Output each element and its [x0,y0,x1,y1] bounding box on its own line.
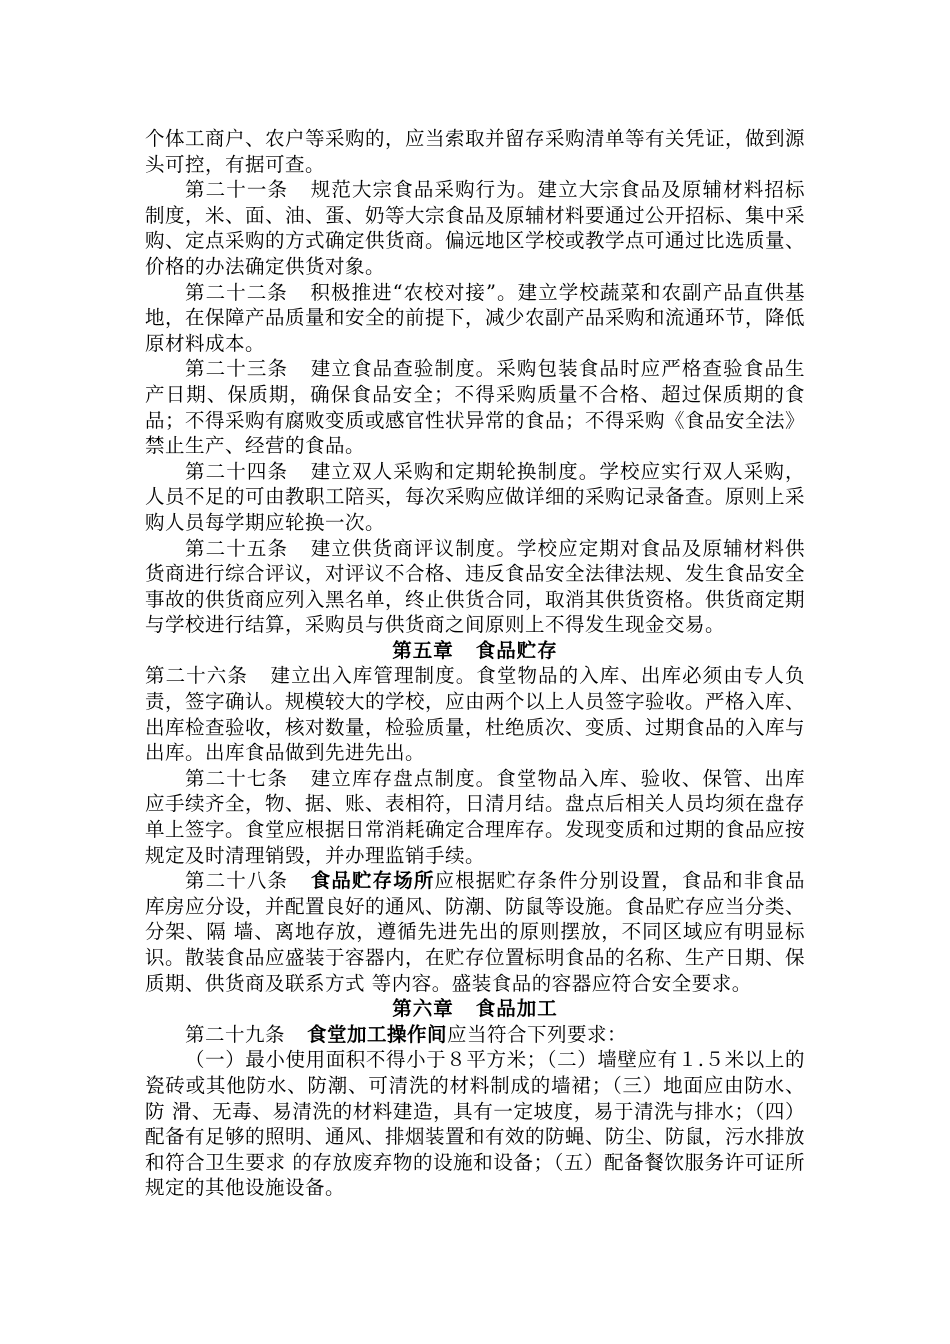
article-text: 积极推进“农校对接”。建立学校蔬菜和农副产品直供基地，在保障产品质量和安全的前提下，减少农副产品采购和流通环节，降低原材料成本。 [145,280,806,355]
article-number: 第二十八条 [185,869,289,893]
chapter-number: 第五章 [392,638,454,662]
article-text: 应根据贮存条件分别设置，食品和非食品库房应分设，并配置良好的通风、防潮、防鼠等设施。食品贮存应当分类、分架、隔 墙、离地存放，遵循先进先出的原则摆放，不同区域应有明显标识。散装食品应盛装于容器内，在贮存位置标明食品的名称、生产日期、保质期、供货商及联系方式 等内容。盛装食品的容器应符合安全要求。 [145,869,806,995]
article-number: 第二十九条 [185,1022,286,1046]
chapter-title: 食品贮存 [475,638,558,662]
chapter-title: 食品加工 [475,997,558,1021]
article-27 [145,766,805,868]
article-text: 建立食品查验制度。采购包装食品时应严格查验食品生产日期、保质期，确保食品安全；不得采购质量不合格、超过保质期的食品；不得采购有腐败变质或感官性状异常的食品；不得采购《食品安全法》禁止生产、经营的食品。 [145,357,806,458]
article-26 [145,663,805,765]
article-21 [145,177,805,279]
article-text: 建立双人采购和定期轮换制度。学校应实行双人采购，人员不足的可由教职工陪买，每次采购应做详细的采购记录备查。原则上采购人员每学期应轮换一次。 [145,459,806,534]
article-text: 规范大宗食品采购行为。建立大宗食品及原辅材料招标制度，米、面、油、蛋、奶等大宗食品及原辅材料要通过公开招标、集中采购、定点采购的方式确定供货商。偏远地区学校或教学点可通过比选质量、价格的办法确定供货对象。 [145,178,806,278]
article-25 [145,536,805,638]
article-number: 第二十七条 [185,766,289,790]
article-number: 第二十五条 [185,536,289,560]
document-page [145,126,805,1201]
chapter-number: 第六章 [392,997,454,1021]
chapter-6-heading [145,996,805,1022]
article-number: 第二十二条 [185,280,288,304]
article-29 [145,1022,805,1048]
article-number: 第二十三条 [185,357,289,381]
chapter-5-heading [145,638,805,664]
paragraph-continuation: 个体工商户、农户等采购的，应当索取并留存采购清单等有关凭证，做到源头可控，有据可查。 [145,127,806,176]
article-number: 第二十四条 [185,459,289,483]
article-number: 第二十六条 [145,664,248,688]
article-text: 建立库存盘点制度。食堂物品入库、验收、保管、出库应手续齐全，物、据、账、表相符，日清月结。盘点后相关人员均须在盘存单上签字。食堂应根据日常消耗确定合理库存。发现变质和过期的食品应按规定及时清理销毁，并办理监销手续。 [145,766,806,867]
article-text: 建立供货商评议制度。学校应定期对食品及原辅材料供货商进行综合评议，对评议不合格、违反食品安全法律法规、发生食品安全事故的供货商应列入黑名单，终止供货合同，取消其供货资格。供货商定期与学校进行结算，采购员与供货商之间原则上不得发生现金交易。 [145,536,806,637]
article-24 [145,459,805,536]
article-bold-term: 食堂加工操作间 [307,1022,448,1046]
article-text: 应当符合下列要求： [447,1022,628,1046]
article-23 [145,356,805,458]
article-22 [145,280,805,357]
article-number: 第二十一条 [185,178,289,202]
article-text: 建立出入库管理制度。食堂物品的入库、出库必须由专人负责，签字确认。规模较大的学校，应由两个以上人员签字验收。严格入库、出库检查验收，核对数量，检验质量，杜绝质次、变质、过期食品的入库与出库。出库食品做到先进先出。 [145,664,806,765]
article-28 [145,868,805,996]
article-bold-term: 食品贮存场所 [310,869,435,893]
article-29-requirements: （一）最小使用面积不得小于８平方米；（二）墙壁应有１.５米以上的瓷砖或其他防水、防潮、可清洗的材料制成的墙裙；（三）地面应由防水、防 滑、无毒、易清洗的材料建造，具有一定坡度，易于清洗与排水；（四）配备有足够的照明、通风、排烟装置和有效的防蝇、防尘、防鼠，污水排放和符合卫生要求 的存放废弃物的设施和设备；（五）配备餐饮服务许可证所规定的其他设施设备。 [145,1048,806,1200]
